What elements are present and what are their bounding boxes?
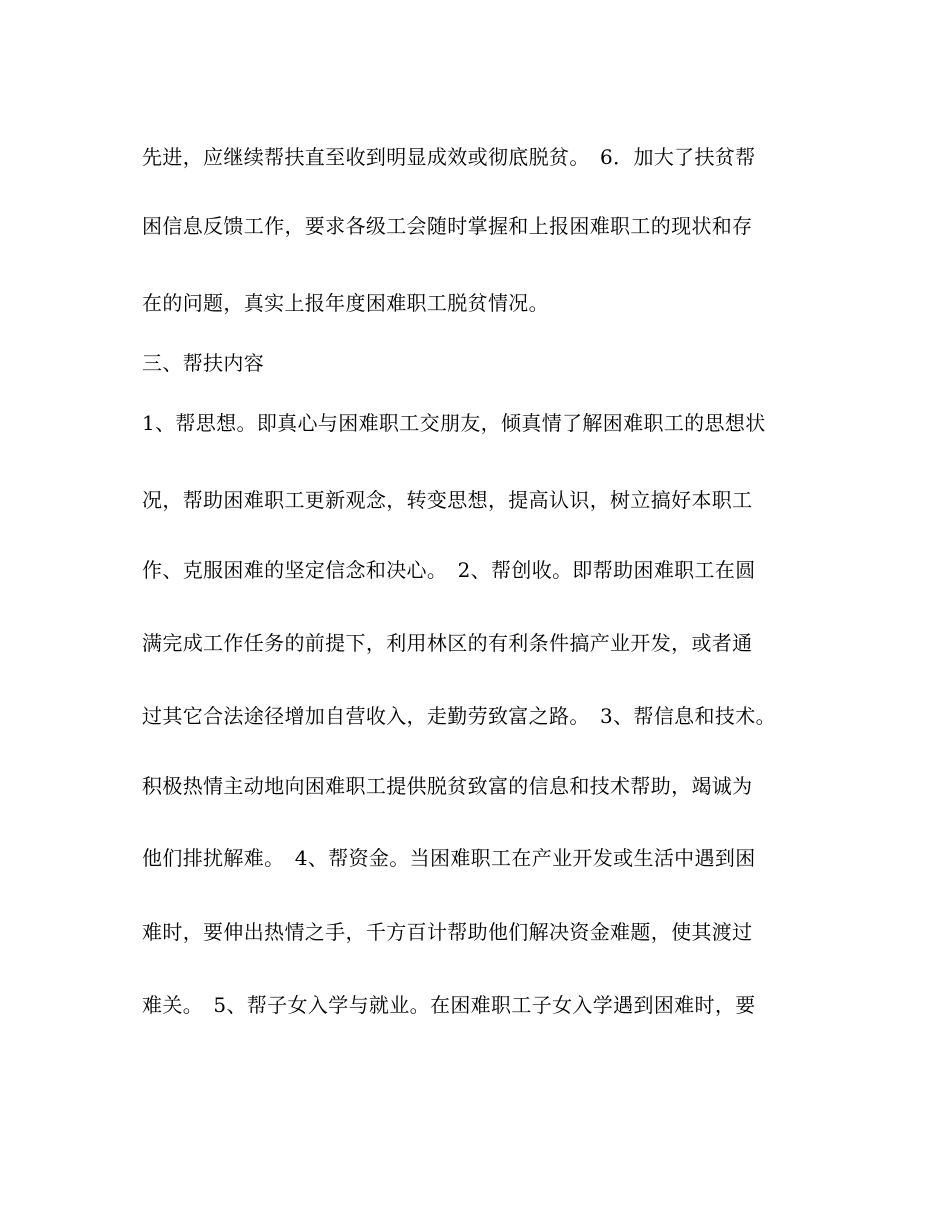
text-line: 他们排扰解难。 4、帮资金。当困难职工在产业开发或生活中遇到困 bbox=[142, 846, 756, 870]
text-line: 1、帮思想。即真心与困难职工交朋友，倾真情了解困难职工的思想状 bbox=[142, 411, 766, 435]
text-line: 况，帮助困难职工更新观念，转变思想，提高认识，树立搞好本职工 bbox=[142, 488, 753, 512]
text-line: 满完成工作任务的前提下，利用林区的有利条件搞产业开发，或者通 bbox=[142, 631, 753, 655]
text-line: 作、克服困难的坚定信念和决心。 2、帮创收。即帮助困难职工在圆 bbox=[142, 558, 756, 582]
text-line: 难时，要伸出热情之手，千方百计帮助他们解决资金难题，使其渡过 bbox=[142, 920, 753, 944]
text-line: 先进，应继续帮扶直至收到明显成效或彻底脱贫。 6．加大了扶贫帮 bbox=[142, 145, 756, 169]
section-heading: 三、帮扶内容 bbox=[142, 351, 265, 375]
text-line: 困信息反馈工作，要求各级工会随时掌握和上报困难职工的现状和存 bbox=[142, 214, 753, 238]
text-line: 过其它合法途径增加自营收入，走勤劳致富之路。 3、帮信息和技术。 bbox=[142, 704, 776, 728]
text-line: 在的问题，真实上报年度困难职工脱贫情况。 bbox=[142, 291, 549, 315]
text-line: 难关。 5、帮子女入学与就业。在困难职工子女入学遇到困难时，要 bbox=[142, 993, 756, 1017]
text-line: 积极热情主动地向困难职工提供脱贫致富的信息和技术帮助，竭诚为 bbox=[142, 774, 753, 798]
